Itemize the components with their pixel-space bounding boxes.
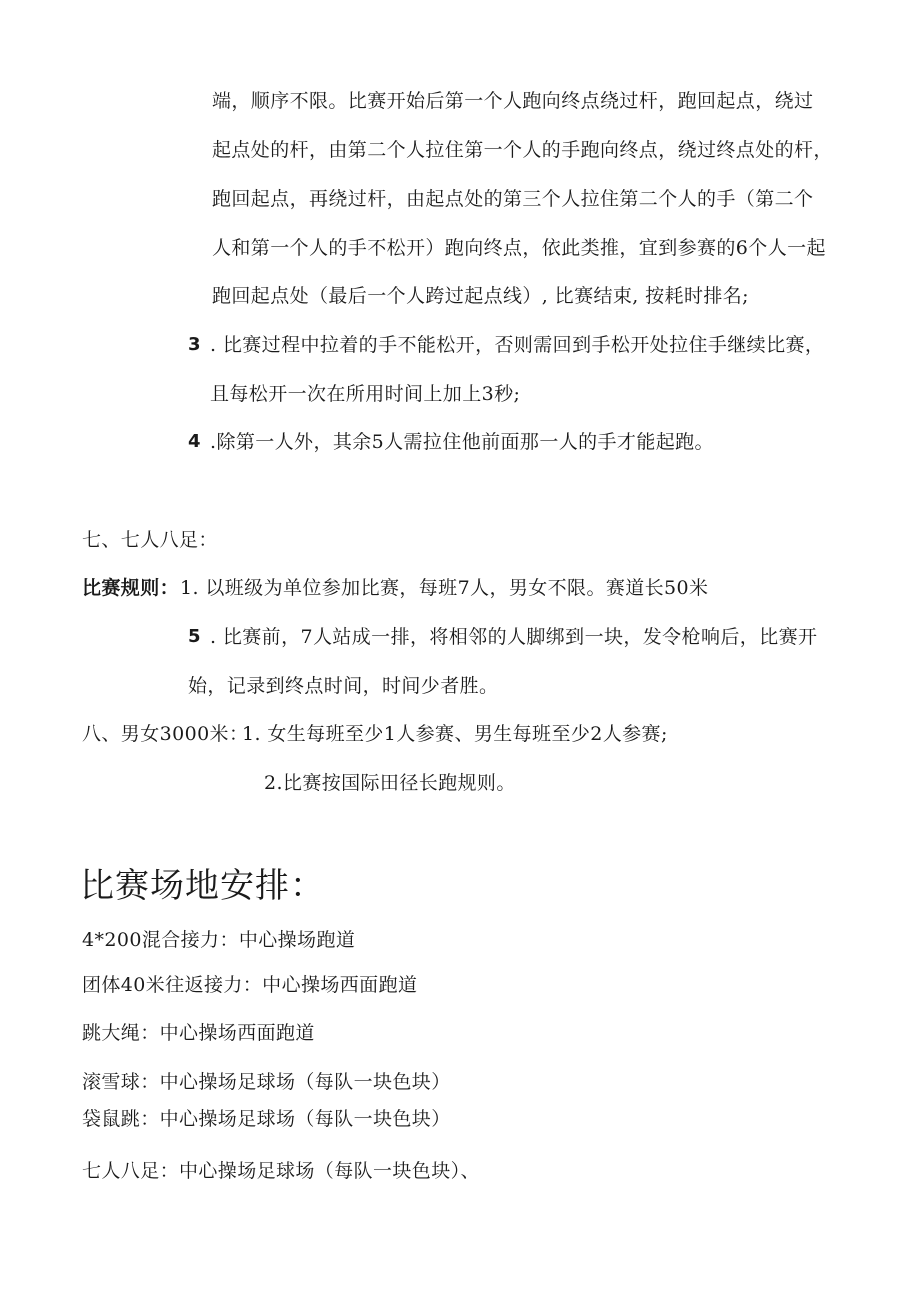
- venue-item: 4*200混合接力：中心操场跑道: [82, 929, 356, 951]
- rule2-continuation-line-3: 跑回起点，再绕过杆，由起点处的第三个人拉住第二个人的手（第二个: [212, 188, 814, 210]
- rule4-number: 4: [188, 431, 201, 452]
- venue-item: 滚雪球：中心操场足球场（每队一块色块）: [82, 1071, 451, 1093]
- venue-item: 团体40米往返接力：中心操场西面跑道: [82, 974, 418, 996]
- section7-rule2-number: 5: [188, 626, 201, 647]
- venues-heading: 比赛场地安排：: [80, 866, 325, 906]
- rule2-continuation-line-5: 跑回起点处（最后一个人跨过起点线）, 比赛结束, 按耗时排名;: [212, 285, 749, 307]
- section7-rule2-line-2: 始，记录到终点时间，时间少者胜。: [188, 675, 499, 697]
- section7-rule1: 1. 以班级为单位参加比赛，每班7人，男女不限。赛道长50米: [180, 577, 709, 599]
- section7-rule2-line-1: . 比赛前，7人站成一排，将相邻的人脚绑到一块，发令枪响后，比赛开: [210, 626, 818, 648]
- venue-item: 七人八足：中心操场足球场（每队一块色块）、: [82, 1160, 480, 1182]
- venue-item: 袋鼠跳：中心操场足球场（每队一块色块）: [82, 1108, 451, 1130]
- section7-rules-label: 比赛规则：: [82, 577, 180, 599]
- rule2-continuation-line-2: 起点处的杆，由第二个人拉住第一个人的手跑向终点，绕过终点处的杆，: [212, 139, 833, 161]
- venue-item: 跳大绳：中心操场西面跑道: [82, 1022, 315, 1044]
- section8-rule1: 1. 女生每班至少1人参赛、男生每班至少2人参赛;: [242, 723, 668, 745]
- section8-title: 八、男女3000米：: [82, 723, 249, 745]
- section8-rule2: 2.比赛按国际田径长跑规则。: [264, 772, 516, 794]
- rule4-line-1: .除第一人外，其余5人需拉住他前面那一人的手才能起跑。: [210, 431, 714, 453]
- rule3-line-2: 且每松开一次在所用时间上加上3秒;: [210, 383, 521, 405]
- rule3-number: 3: [188, 334, 201, 355]
- rule3-line-1: . 比赛过程中拉着的手不能松开，否则需回到手松开处拉住手继续比赛，: [210, 334, 825, 356]
- rule2-continuation-line-4: 人和第一个人的手不松开）跑向终点，依此类推，宜到参赛的6个人一起: [212, 237, 826, 259]
- section7-title: 七、七人八足：: [82, 529, 218, 551]
- rule2-continuation-line-1: 端，顺序不限。比赛开始后第一个人跑向终点绕过杆，跑回起点，绕过: [212, 90, 814, 112]
